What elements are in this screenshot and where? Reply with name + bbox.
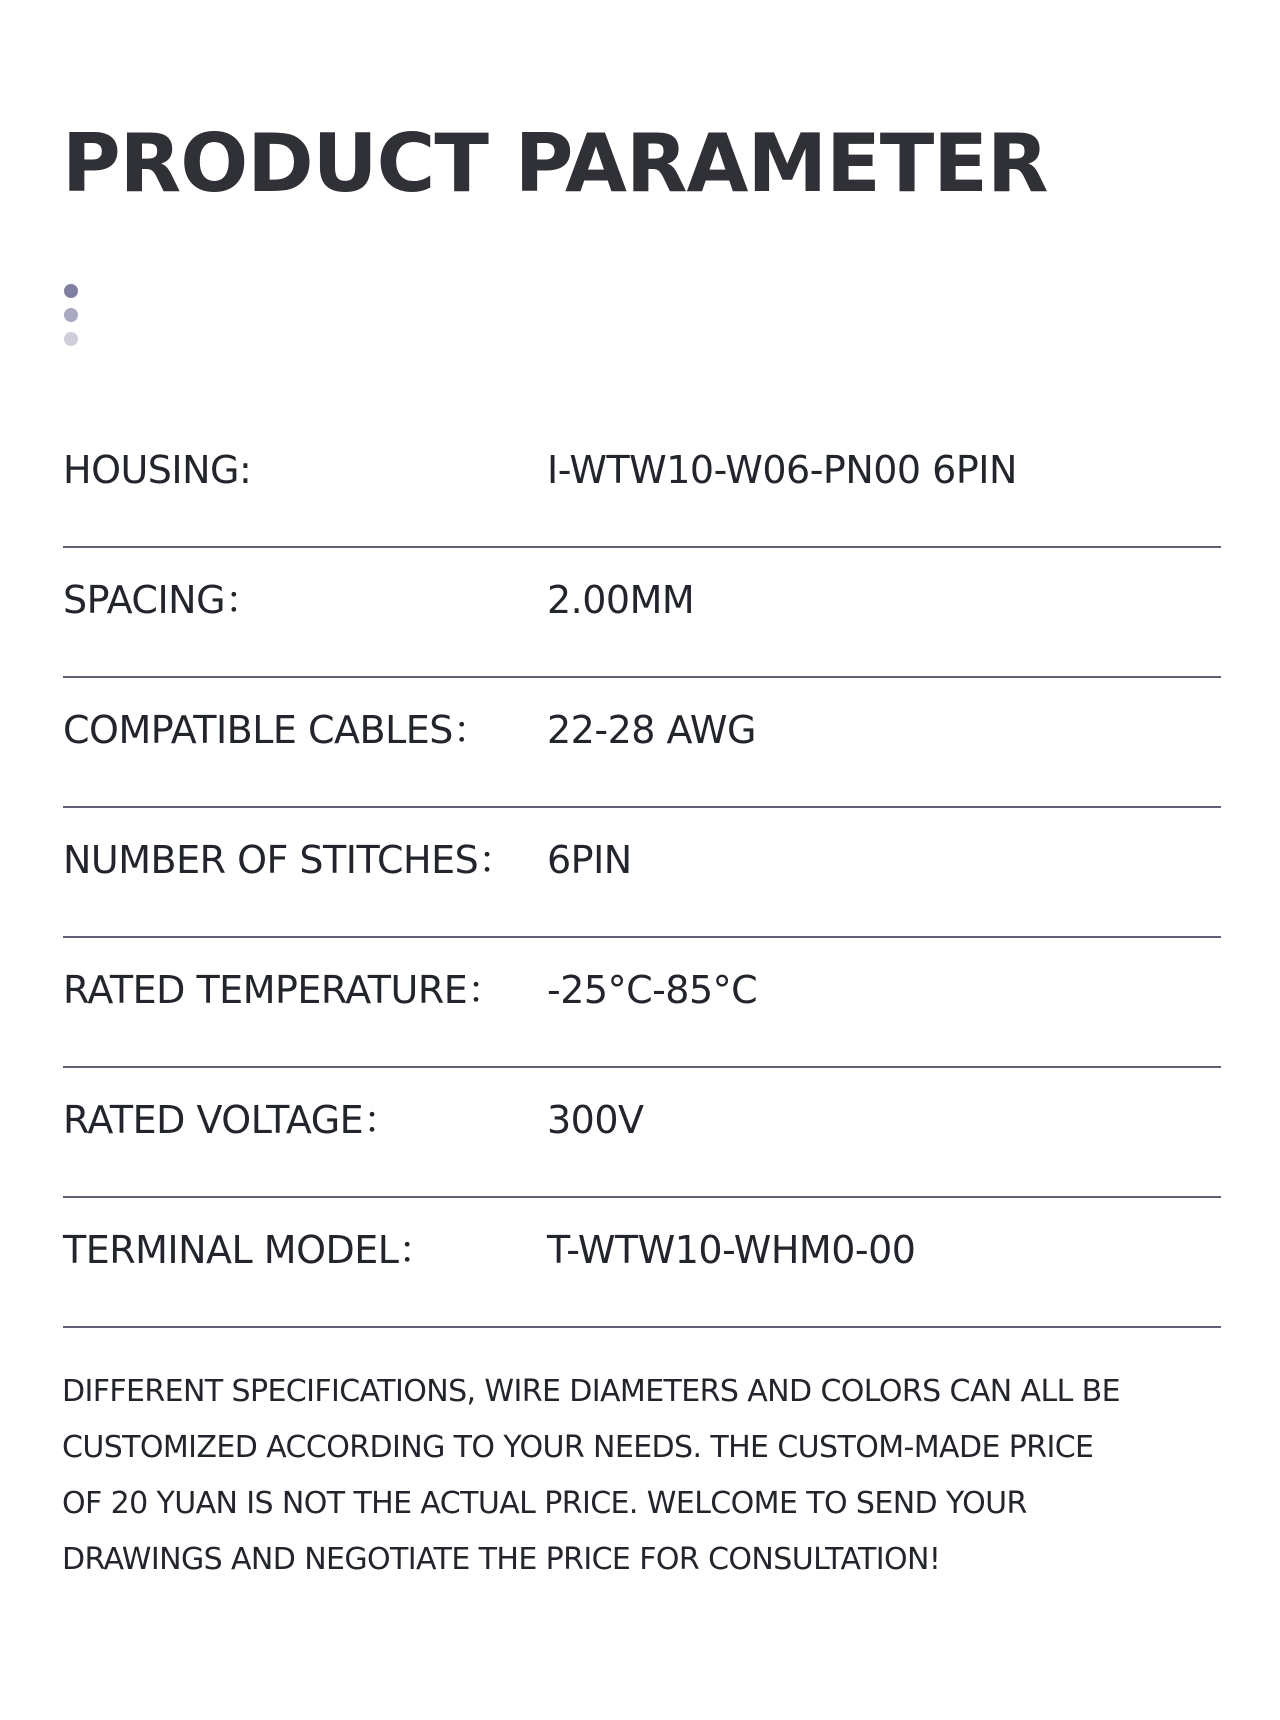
customization-note: [62, 1364, 1182, 1588]
page-title: PRODUCT PARAMETER: [62, 117, 1048, 210]
param-row-number-of-stitches: [63, 808, 1221, 938]
note-line: DIFFERENT SPECIFICATIONS, WIRE DIAMETERS AND COLORS CAN ALL BE: [62, 1374, 1120, 1409]
param-label: RATED VOLTAGE：: [63, 1098, 401, 1142]
param-label: TERMINAL MODEL：: [63, 1228, 436, 1272]
param-label: COMPATIBLE CABLES：: [63, 708, 491, 752]
param-label: RATED TEMPERATURE：: [63, 968, 505, 1012]
dot-icon: [64, 284, 78, 298]
param-value: 22-28 AWG: [547, 708, 756, 752]
param-label: NUMBER OF STITCHES：: [63, 838, 516, 882]
param-value: T-WTW10-WHM0-00: [547, 1228, 916, 1272]
param-value: 2.00MM: [547, 578, 695, 622]
param-row-rated-temperature: [63, 938, 1221, 1068]
param-label: SPACING：: [63, 578, 263, 622]
param-row-terminal-model: [63, 1198, 1221, 1328]
dot-icon: [64, 332, 78, 346]
param-value: I-WTW10-W06-PN00 6PIN: [547, 448, 1017, 492]
param-row-housing: [63, 418, 1221, 548]
note-line: DRAWINGS AND NEGOTIATE THE PRICE FOR CONSULTATION!: [62, 1542, 941, 1577]
parameter-table: [63, 418, 1221, 1328]
note-line: OF 20 YUAN IS NOT THE ACTUAL PRICE. WELCOME TO SEND YOUR: [62, 1486, 1027, 1521]
param-value: 6PIN: [547, 838, 632, 882]
param-value: -25°C-85°C: [547, 968, 758, 1012]
param-label: HOUSING:: [63, 448, 252, 492]
param-row-compatible-cables: [63, 678, 1221, 808]
param-value: 300V: [547, 1098, 644, 1142]
note-line: CUSTOMIZED ACCORDING TO YOUR NEEDS. THE CUSTOM-MADE PRICE: [62, 1430, 1094, 1465]
decorative-dots: [64, 284, 78, 356]
dot-icon: [64, 308, 78, 322]
param-row-rated-voltage: [63, 1068, 1221, 1198]
param-row-spacing: [63, 548, 1221, 678]
